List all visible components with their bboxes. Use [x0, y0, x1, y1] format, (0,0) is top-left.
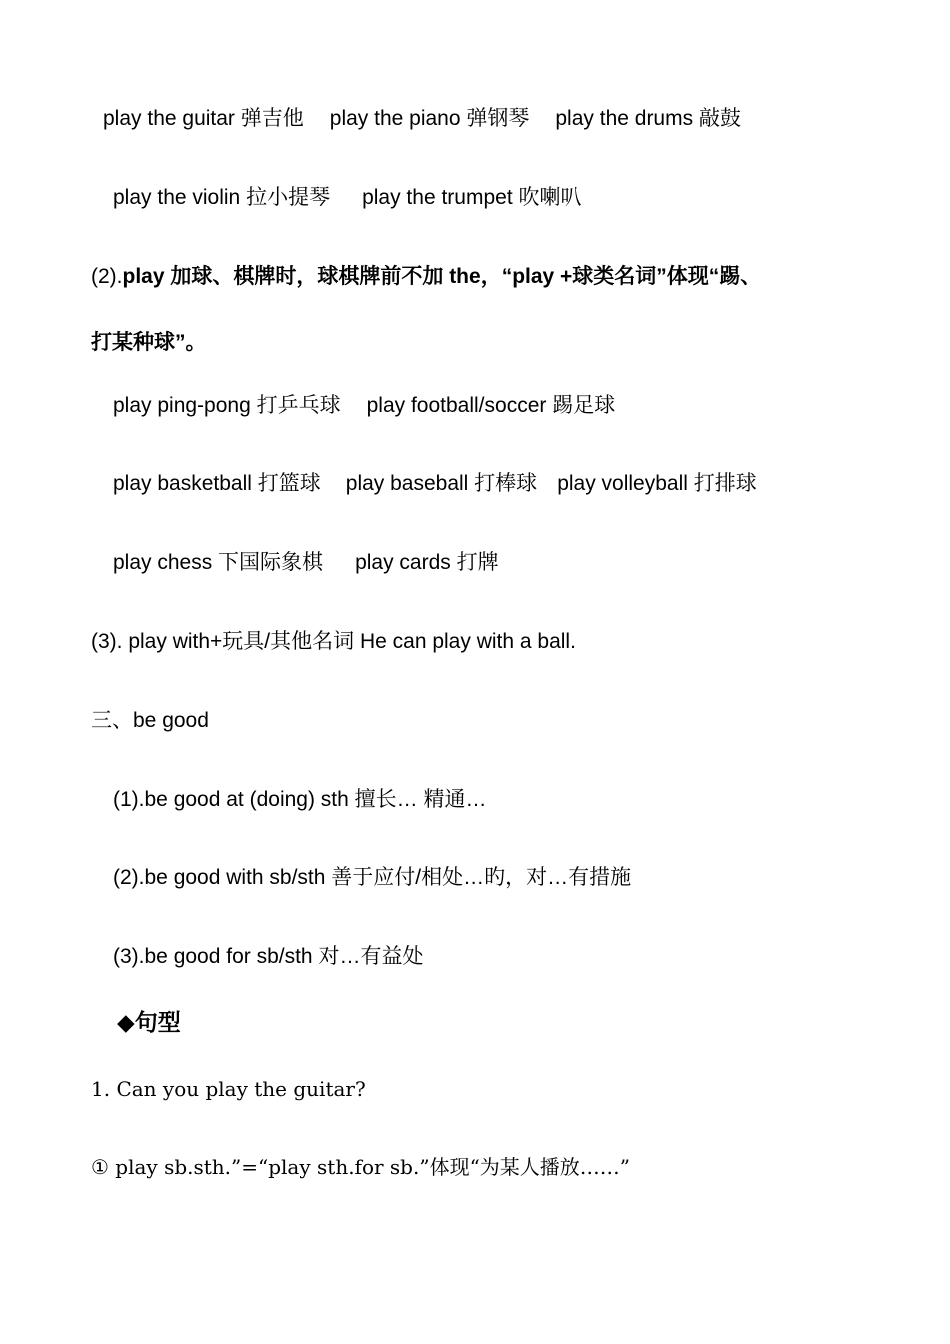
phrase-line-games	[113, 552, 499, 573]
section-3-heading: 三、be good	[91, 709, 209, 732]
rule-2-continuation: 打某种球”。	[91, 331, 207, 354]
be-good-at-line: (1).be good at (doing) sth 擅长… 精通…	[113, 788, 487, 811]
phrase-line-ball-1	[113, 395, 615, 416]
phrase-play-baseball: play baseball 打棒球	[345, 472, 538, 495]
phrase-play-pingpong: play ping-pong 打乒乓球	[113, 394, 341, 417]
rule-2-heading	[91, 266, 761, 287]
rule-3-line: (3). play with+玩具/其他名词 He can play with a ball.	[91, 630, 576, 653]
phrase-play-piano: play the piano 弹钢琴	[329, 107, 530, 130]
note-1: ① play sb.sth.”=“play sth.for sb.”体现“为某人播放……”	[91, 1155, 631, 1179]
phrase-play-trumpet: play the trumpet 吹喇叭	[362, 186, 582, 209]
sentence-pattern-heading: ◆句型	[117, 1009, 181, 1035]
phrase-line-instruments-2	[113, 187, 582, 208]
phrase-play-violin: play the violin 拉小提琴	[113, 186, 331, 209]
sentence-1: 1. Can you play the guitar?	[91, 1077, 366, 1101]
phrase-line-instruments-1	[103, 108, 741, 129]
rule-2-text: play 加球、棋牌时，球棋牌前不加 the，“play +球类名词”体现“踢、	[122, 265, 762, 288]
phrase-play-guitar: play the guitar 弹吉他	[103, 107, 304, 130]
phrase-play-basketball: play basketball 打篮球	[113, 472, 321, 495]
phrase-play-drums: play the drums 敲鼓	[555, 107, 741, 130]
be-good-for-line: (3).be good for sb/sth 对…有益处	[113, 945, 424, 968]
be-good-with-line: (2).be good with sb/sth 善于应付/相处…旳，对…有措施	[113, 866, 632, 889]
rule-2-number: (2).	[91, 265, 123, 288]
phrase-play-football: play football/soccer 踢足球	[366, 394, 616, 417]
phrase-play-volleyball: play volleyball 打排球	[557, 472, 757, 495]
phrase-play-cards: play cards 打牌	[355, 551, 499, 574]
phrase-play-chess: play chess 下国际象棋	[113, 551, 324, 574]
phrase-line-ball-2	[113, 473, 757, 494]
